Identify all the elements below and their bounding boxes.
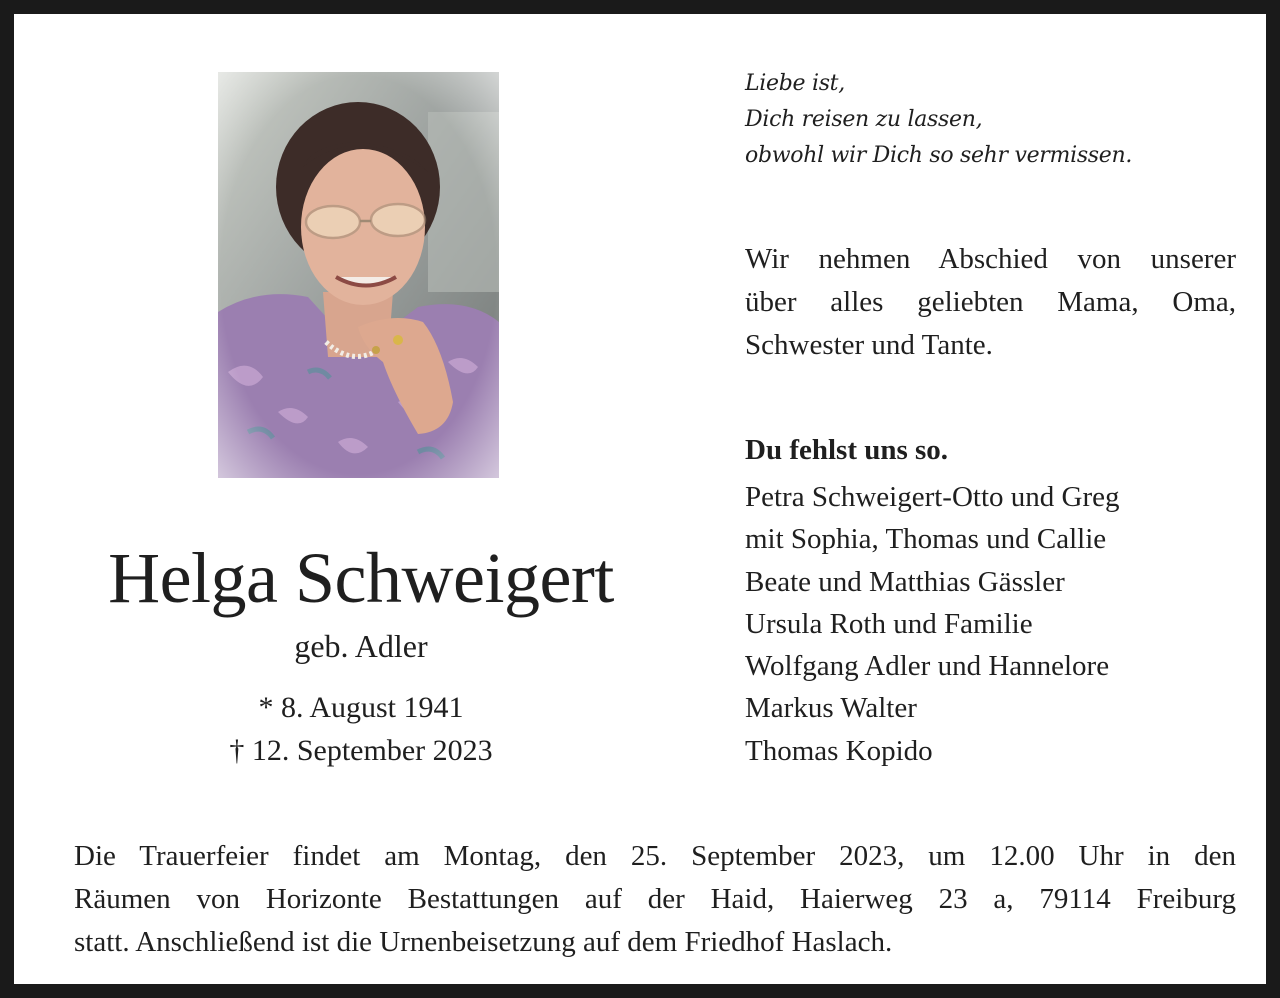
mourner-name: Wolfgang Adler und Hannelore [745, 650, 1110, 683]
maiden-name: geb. Adler [294, 628, 428, 664]
portrait-photo [218, 72, 499, 478]
portrait-illustration [218, 72, 499, 478]
mourner-name: Thomas Kopido [745, 734, 933, 767]
memorial-quote [745, 66, 1132, 174]
mourner-name: Beate und Matthias Gässler [745, 565, 1065, 598]
deceased-name: Helga Schweigert [108, 538, 614, 618]
life-dates [72, 686, 650, 772]
farewell-line: Wir nehmen Abschied von unserer [745, 243, 1236, 275]
death-date: † 12. September 2023 [229, 734, 493, 767]
mourner-name: mit Sophia, Thomas und Callie [745, 523, 1107, 556]
quote-line: Dich reisen zu lassen, [745, 107, 983, 132]
birth-date: * 8. August 1941 [258, 691, 464, 724]
mourner-name: Petra Schweigert-Otto und Greg [745, 481, 1120, 513]
ceremony-line: statt. Anschließend ist die Urnenbeisetzung auf dem Friedhof Haslach. [74, 926, 893, 958]
quote-line: obwohl wir Dich so sehr vermissen. [745, 143, 1133, 168]
mourner-name: Ursula Roth und Familie [745, 607, 1033, 640]
mourners-list [745, 476, 1119, 772]
farewell-text [745, 238, 1236, 367]
farewell-line: Schwester und Tante. [745, 329, 993, 361]
farewell-line: über alles geliebten Mama, Oma, [745, 286, 1236, 318]
quote-line: Liebe ist, [745, 71, 845, 96]
ceremony-notice [74, 835, 1236, 964]
mourners-heading: Du fehlst uns so. [745, 434, 949, 466]
obituary-card [14, 14, 1266, 984]
mourner-name: Markus Walter [745, 692, 917, 725]
ceremony-line: Die Trauerfeier findet am Montag, den 25. September 2023, um 12.00 Uhr in den [74, 840, 1236, 872]
ceremony-line: Räumen von Horizonte Bestattungen auf der Haid, Haierweg 23 a, 79114 Freiburg [74, 883, 1236, 915]
